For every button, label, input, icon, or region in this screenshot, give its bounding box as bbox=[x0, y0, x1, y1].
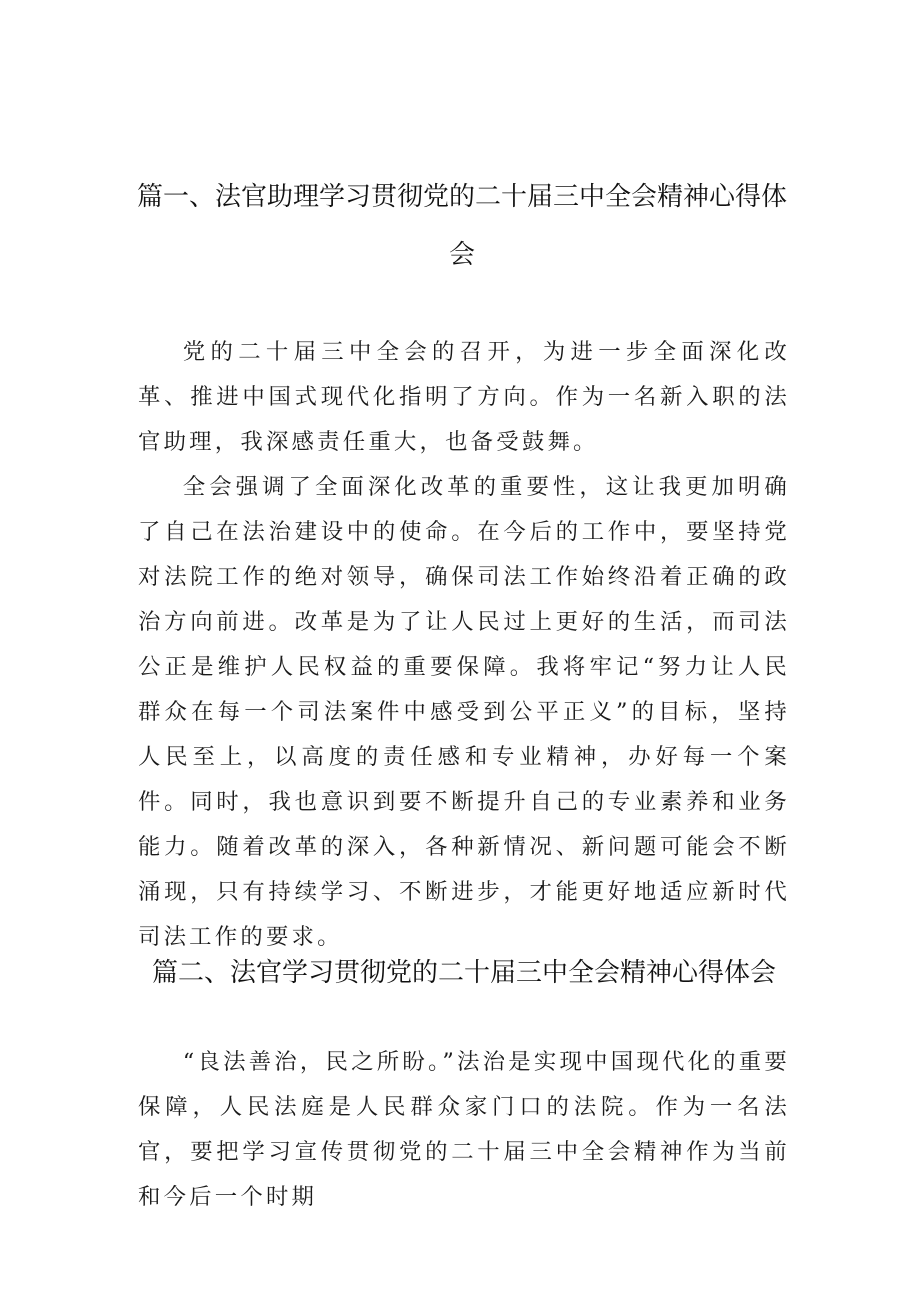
section2-paragraph-1: “良法善治，民之所盼。”法治是实现中国现代化的重要保障，人民法庭是人民群众家门口的法院。作为一名法官，要把学习宣传贯彻党的二十届三中全会精神作为当前和今后一个时期 bbox=[138, 1049, 790, 1210]
section1-paragraph-2: 全会强调了全面深化改革的重要性，这让我更加明确了自己在法治建设中的使命。在今后的工作中，要坚持党对法院工作的绝对领导，确保司法工作始终沿着正确的政治方向前进。改革是为了让人民过上更好的生活，而司法公正是维护人民权益的重要保障。我将牢记“努力让人民群众在每一个司法案件中感受到公平正义”的目标，坚持人民至上，以高度的责任感和专业精神，办好每一个案件。同时，我也意识到要不断提升自己的专业素养和业务能力。随着改革的深入，各种新情况、新问题可能会不断涌现，只有持续学习、不断进步，才能更好地适应新时代司法工作的要求。 bbox=[138, 474, 790, 950]
section1-title-line1: 篇一、法官助理学习贯彻党的二十届三中全会精神心得体 bbox=[137, 182, 788, 212]
section2-title: 篇二、法官学习贯彻党的二十届三中全会精神心得体会 bbox=[152, 958, 777, 988]
section2-body bbox=[138, 1040, 790, 1220]
section1-body bbox=[138, 330, 790, 960]
section1-title-line2: 会 bbox=[449, 240, 476, 270]
section1-paragraph-1: 党的二十届三中全会的召开，为进一步全面深化改革、推进中国式现代化指明了方向。作为一名新入职的法官助理，我深感责任重大，也备受鼓舞。 bbox=[138, 339, 790, 455]
